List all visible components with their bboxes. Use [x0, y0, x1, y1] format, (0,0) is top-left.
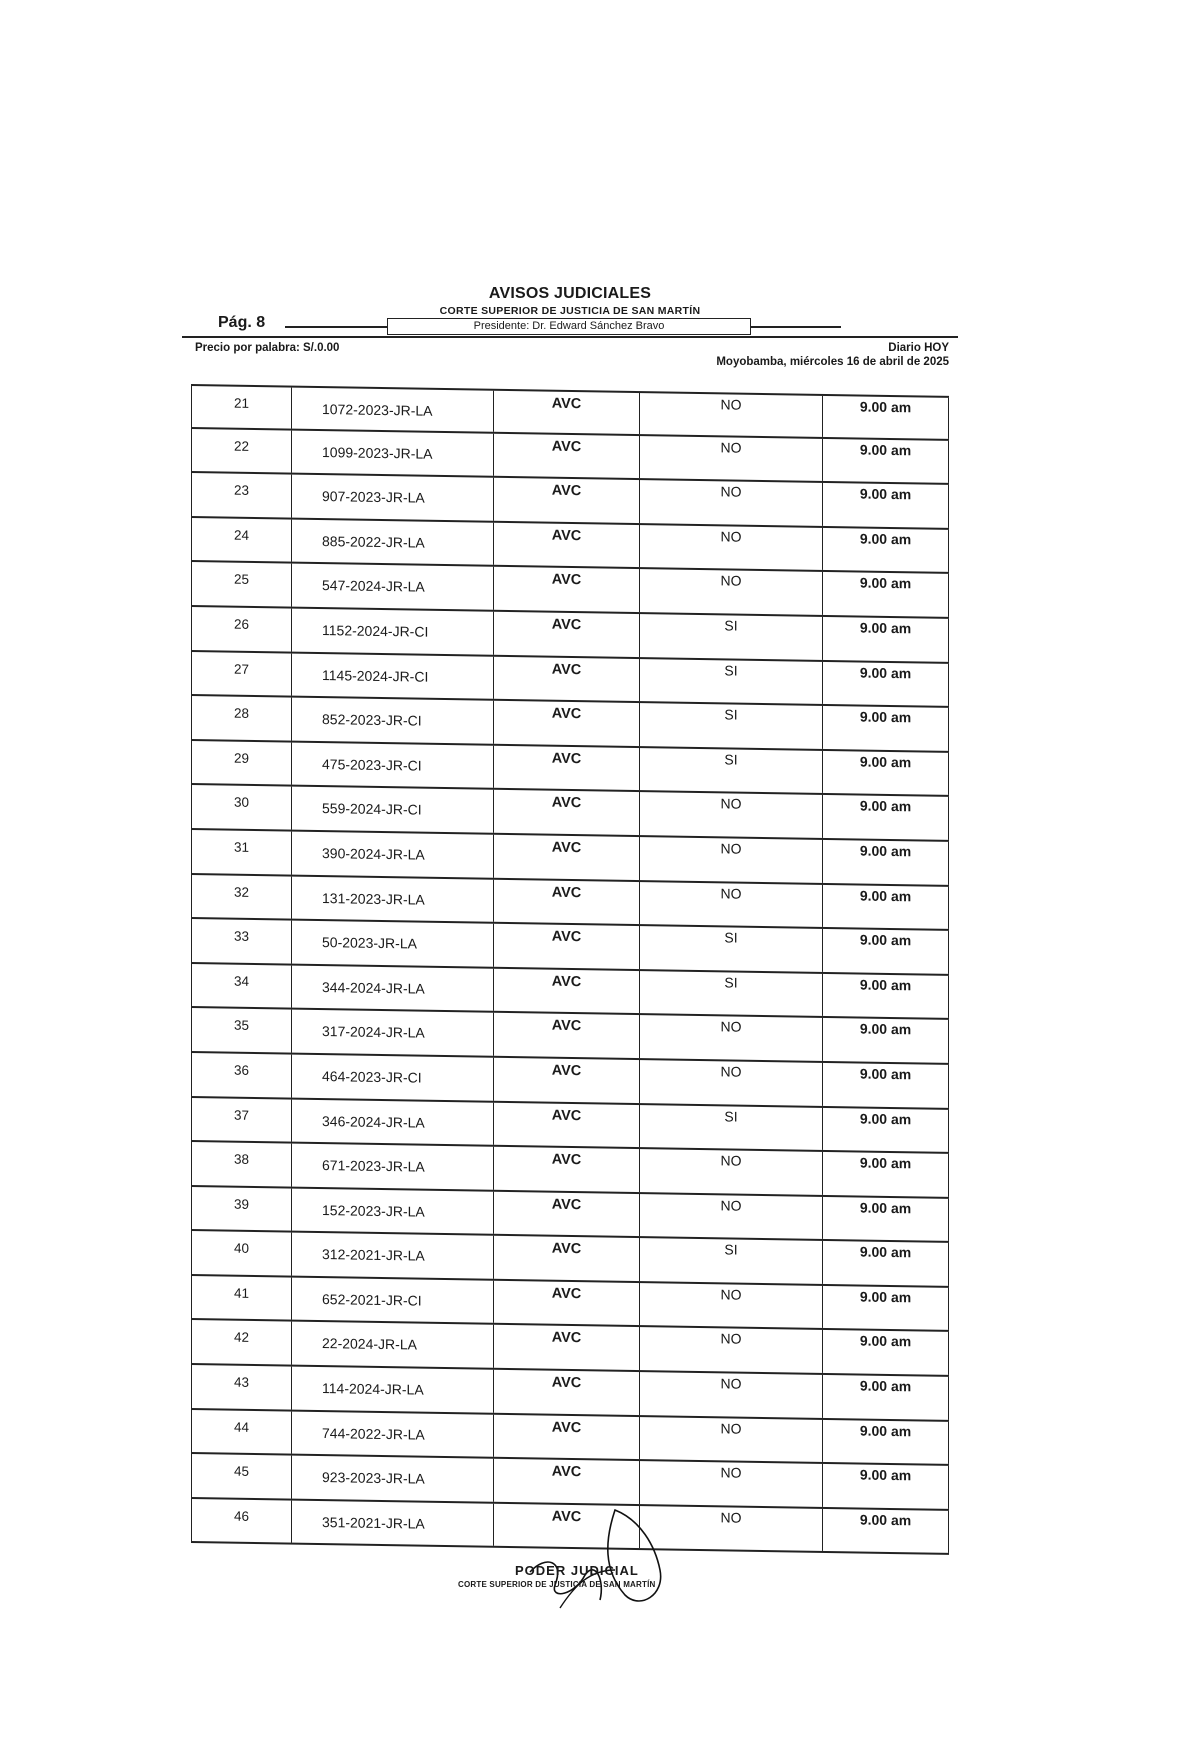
- hearing-type: AVC: [494, 879, 640, 924]
- virtual-option: SI: [640, 926, 823, 971]
- virtual-option: NO: [640, 480, 823, 525]
- hearing-type: AVC: [494, 656, 640, 701]
- hearing-type: AVC: [494, 835, 640, 880]
- hearing-time: 9.00 am: [823, 528, 949, 573]
- hearing-type: AVC: [494, 567, 640, 612]
- hearing-type: AVC: [494, 1013, 640, 1058]
- hearing-type: AVC: [494, 1325, 640, 1370]
- hearing-time: 9.00 am: [823, 661, 949, 706]
- hearing-time: 9.00 am: [823, 1241, 949, 1286]
- hearing-time: 9.00 am: [823, 1063, 949, 1108]
- hearing-type: AVC: [494, 790, 640, 835]
- virtual-option: SI: [640, 614, 823, 659]
- page-number: Pág. 8: [218, 314, 266, 331]
- case-number: 464-2023-JR-CI: [292, 1054, 494, 1100]
- row-number: 21: [191, 386, 292, 428]
- row-number: 41: [191, 1276, 292, 1320]
- president-box: Presidente: Dr. Edward Sánchez Bravo: [387, 318, 751, 335]
- case-number: 390-2024-JR-LA: [292, 832, 494, 878]
- virtual-option: SI: [640, 659, 823, 704]
- row-number: 28: [191, 696, 292, 740]
- virtual-option: NO: [640, 1283, 823, 1328]
- hearing-type: AVC: [494, 478, 640, 523]
- hearing-time: 9.00 am: [823, 884, 949, 929]
- case-number: 671-2023-JR-LA: [292, 1144, 494, 1190]
- hearing-type: AVC: [494, 1281, 640, 1326]
- row-number: 33: [191, 919, 292, 963]
- case-number: 346-2024-JR-LA: [292, 1099, 494, 1145]
- hearing-time: 9.00 am: [823, 439, 949, 484]
- row-number: 45: [191, 1454, 292, 1498]
- hearing-type: AVC: [494, 1459, 640, 1504]
- header-rule: [182, 336, 958, 338]
- case-number: 50-2023-JR-LA: [292, 921, 494, 967]
- hearing-type: AVC: [494, 746, 640, 791]
- price-per-word: Precio por palabra: S/.0.00: [195, 342, 340, 354]
- hearing-time: 9.00 am: [823, 1509, 949, 1554]
- row-number: 29: [191, 741, 292, 785]
- hearing-time: 9.00 am: [823, 1420, 949, 1465]
- hearing-type: AVC: [494, 1414, 640, 1459]
- seal-line-1: PODER JUDICIAL: [515, 1563, 639, 1578]
- virtual-option: NO: [640, 525, 823, 570]
- virtual-option: NO: [640, 393, 823, 436]
- row-number: 39: [191, 1187, 292, 1231]
- hearing-type: AVC: [494, 1236, 640, 1281]
- hearing-type: AVC: [494, 1102, 640, 1147]
- row-number: 22: [191, 429, 292, 473]
- hearing-time: 9.00 am: [823, 1152, 949, 1197]
- hearing-time: 9.00 am: [823, 572, 949, 617]
- case-number: 907-2023-JR-LA: [292, 475, 494, 521]
- header-divider-left: [285, 326, 387, 328]
- publication-date: Moyobamba, miércoles 16 de abril de 2025: [716, 356, 949, 368]
- virtual-option: SI: [640, 1238, 823, 1283]
- hearing-time: 9.00 am: [823, 751, 949, 796]
- hearing-time: 9.00 am: [823, 840, 949, 885]
- seal-line-2: CORTE SUPERIOR DE JUSTICIA DE SAN MARTÍN: [458, 1580, 656, 1589]
- case-number: 1072-2023-JR-LA: [292, 388, 494, 432]
- virtual-option: SI: [640, 703, 823, 748]
- case-number: 344-2024-JR-LA: [292, 965, 494, 1011]
- case-number: 1145-2024-JR-CI: [292, 653, 494, 699]
- case-number: 559-2024-JR-CI: [292, 787, 494, 833]
- hearing-time: 9.00 am: [823, 1375, 949, 1420]
- case-number: 744-2022-JR-LA: [292, 1411, 494, 1457]
- hearing-type: AVC: [494, 1504, 640, 1549]
- court-name: CORTE SUPERIOR DE JUSTICIA DE SAN MARTÍN: [439, 305, 701, 317]
- hearing-type: AVC: [494, 433, 640, 478]
- hearing-table: [191, 384, 949, 1555]
- virtual-option: NO: [640, 436, 823, 481]
- hearing-time: 9.00 am: [823, 483, 949, 528]
- virtual-option: NO: [640, 1060, 823, 1105]
- hearing-time: 9.00 am: [823, 1107, 949, 1152]
- virtual-option: NO: [640, 1015, 823, 1060]
- virtual-option: NO: [640, 882, 823, 927]
- row-number: 40: [191, 1231, 292, 1275]
- virtual-option: NO: [640, 1506, 823, 1551]
- newspaper-name: Diario HOY: [888, 342, 949, 354]
- case-number: 312-2021-JR-LA: [292, 1233, 494, 1279]
- hearing-time: 9.00 am: [823, 1464, 949, 1509]
- hearing-type: AVC: [494, 523, 640, 568]
- row-number: 25: [191, 562, 292, 606]
- hearing-type: AVC: [494, 612, 640, 657]
- case-number: 1152-2024-JR-CI: [292, 609, 494, 655]
- hearing-time: 9.00 am: [823, 929, 949, 974]
- row-number: 35: [191, 1008, 292, 1052]
- hearing-type: AVC: [494, 1058, 640, 1103]
- row-number: 27: [191, 652, 292, 696]
- hearing-time: 9.00 am: [823, 1286, 949, 1331]
- row-number: 30: [191, 785, 292, 829]
- row-number: 44: [191, 1410, 292, 1454]
- hearing-time: 9.00 am: [823, 795, 949, 840]
- row-number: 31: [191, 830, 292, 874]
- hearing-time: 9.00 am: [823, 974, 949, 1019]
- hearing-type: AVC: [494, 968, 640, 1013]
- virtual-option: SI: [640, 748, 823, 793]
- case-number: 652-2021-JR-CI: [292, 1277, 494, 1323]
- header-divider-right: [751, 326, 841, 328]
- case-number: 852-2023-JR-CI: [292, 698, 494, 744]
- row-number: 46: [191, 1499, 292, 1543]
- case-number: 22-2024-JR-LA: [292, 1322, 494, 1368]
- virtual-option: NO: [640, 837, 823, 882]
- hearing-time: 9.00 am: [823, 617, 949, 662]
- virtual-option: NO: [640, 1461, 823, 1506]
- virtual-option: NO: [640, 1149, 823, 1194]
- hearing-type: AVC: [494, 701, 640, 746]
- case-number: 351-2021-JR-LA: [292, 1500, 494, 1546]
- hearing-time: 9.00 am: [823, 706, 949, 751]
- case-number: 317-2024-JR-LA: [292, 1010, 494, 1056]
- row-number: 23: [191, 473, 292, 517]
- hearing-type: AVC: [494, 1147, 640, 1192]
- virtual-option: NO: [640, 1194, 823, 1239]
- row-number: 26: [191, 607, 292, 651]
- case-number: 475-2023-JR-CI: [292, 742, 494, 788]
- case-number: 1099-2023-JR-LA: [292, 430, 494, 476]
- virtual-option: SI: [640, 971, 823, 1016]
- row-number: 24: [191, 518, 292, 562]
- hearing-type: AVC: [494, 391, 640, 434]
- case-number: 131-2023-JR-LA: [292, 876, 494, 922]
- virtual-option: SI: [640, 1105, 823, 1150]
- hearing-time: 9.00 am: [823, 396, 949, 439]
- signature-stamp: [455, 1500, 715, 1610]
- row-number: 36: [191, 1053, 292, 1097]
- case-number: 114-2024-JR-LA: [292, 1367, 494, 1413]
- case-number: 885-2022-JR-LA: [292, 519, 494, 565]
- hearing-time: 9.00 am: [823, 1197, 949, 1242]
- virtual-option: NO: [640, 1417, 823, 1462]
- hearing-type: AVC: [494, 1191, 640, 1236]
- row-number: 32: [191, 875, 292, 919]
- row-number: 42: [191, 1320, 292, 1364]
- hearing-time: 9.00 am: [823, 1018, 949, 1063]
- hearing-time: 9.00 am: [823, 1330, 949, 1375]
- virtual-option: NO: [640, 1372, 823, 1417]
- row-number: 37: [191, 1098, 292, 1142]
- hearing-type: AVC: [494, 1370, 640, 1415]
- case-number: 152-2023-JR-LA: [292, 1188, 494, 1234]
- virtual-option: NO: [640, 1328, 823, 1373]
- row-number: 38: [191, 1142, 292, 1186]
- virtual-option: NO: [640, 792, 823, 837]
- row-number: 43: [191, 1365, 292, 1409]
- virtual-option: NO: [640, 569, 823, 614]
- hearing-type: AVC: [494, 924, 640, 969]
- section-title: AVISOS JUDICIALES: [488, 285, 652, 302]
- row-number: 34: [191, 964, 292, 1008]
- case-number: 547-2024-JR-LA: [292, 564, 494, 610]
- case-number: 923-2023-JR-LA: [292, 1456, 494, 1502]
